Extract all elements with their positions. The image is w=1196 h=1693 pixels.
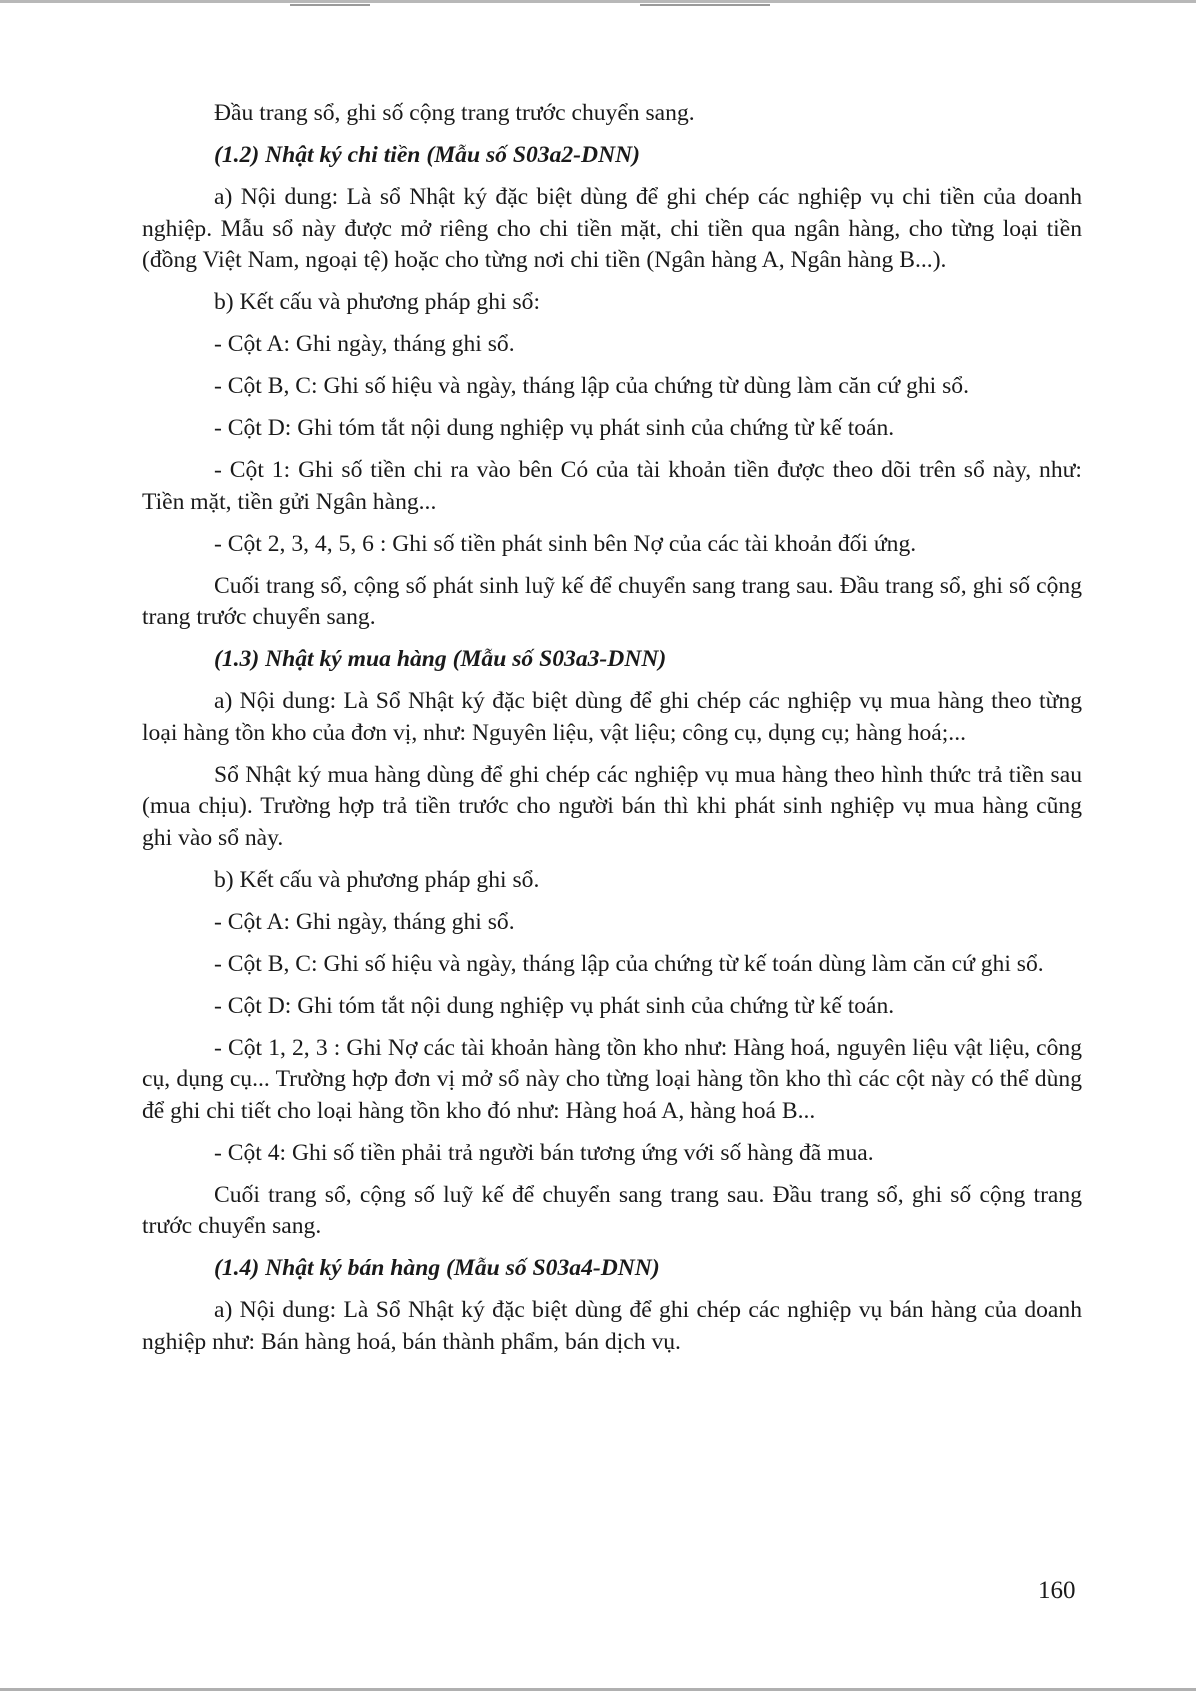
paragraph: a) Nội dung: Là Sổ Nhật ký đặc biệt dùng để ghi chép các nghiệp vụ bán hàng của doanh nghiệp như: Bán hàng hoá, bán thành phẩm, bán dịch vụ. <box>142 1297 1082 1355</box>
paragraph: - Cột A: Ghi ngày, tháng ghi sổ. <box>214 908 515 935</box>
page-number: 160 <box>1038 1577 1076 1604</box>
section-heading: (1.3) Nhật ký mua hàng (Mẫu số S03a3-DNN) <box>214 646 667 672</box>
paragraph: Cuối trang sổ, cộng số luỹ kế để chuyển sang trang sau. Đầu trang sổ, ghi số cộng trang trước chuyển sang. <box>142 1181 1082 1239</box>
paragraph: - Cột D: Ghi tóm tắt nội dung nghiệp vụ phát sinh của chứng từ kế toán. <box>214 992 895 1019</box>
paragraph: a) Nội dung: Là Sổ Nhật ký đặc biệt dùng để ghi chép các nghiệp vụ mua hàng theo từng loại hàng tồn kho của đơn vị, như: Nguyên liệu, vật liệu; công cụ, dụng cụ; hàng hoá;... <box>142 688 1082 746</box>
top-border-line <box>0 0 1196 3</box>
top-border-fragment <box>290 4 370 6</box>
paragraph: Đầu trang sổ, ghi số cộng trang trước chuyển sang. <box>214 100 695 126</box>
paragraph: - Cột B, C: Ghi số hiệu và ngày, tháng lập của chứng từ kế toán dùng làm căn cứ ghi sổ. <box>214 950 1044 977</box>
paragraph: - Cột 1, 2, 3 : Ghi Nợ các tài khoản hàng tồn kho như: Hàng hoá, nguyên liệu vật liệu, công cụ, dụng cụ... Trường hợp đơn vị mở sổ này cho từng loại hàng tồn kho thì các cột này có thể dùng để ghi chi tiết cho loại hàng tồn kho đó như: Hàng hoá A, hàng hoá B... <box>142 1034 1082 1124</box>
paragraph: Cuối trang sổ, cộng số phát sinh luỹ kế để chuyển sang trang sau. Đầu trang sổ, ghi số cộng trang trước chuyển sang. <box>142 572 1082 630</box>
paragraph: - Cột B, C: Ghi số hiệu và ngày, tháng lập của chứng từ dùng làm căn cứ ghi sổ. <box>214 373 969 399</box>
paragraph: Sổ Nhật ký mua hàng dùng để ghi chép các nghiệp vụ mua hàng theo hình thức trả tiền sau (mua chịu). Trường hợp trả tiền trước cho người bán thì khi phát sinh nghiệp vụ mua hàng cũng ghi vào sổ này. <box>142 761 1082 851</box>
paragraph: - Cột 2, 3, 4, 5, 6 : Ghi số tiền phát sinh bên Nợ của các tài khoản đối ứng. <box>214 530 917 557</box>
paragraph: b) Kết cấu và phương pháp ghi sổ. <box>214 866 540 893</box>
paragraph: - Cột 4: Ghi số tiền phải trả người bán tương ứng với số hàng đã mua. <box>214 1139 874 1166</box>
page-body <box>142 98 1082 1358</box>
paragraph: b) Kết cấu và phương pháp ghi sổ: <box>214 289 541 315</box>
paragraph: - Cột A: Ghi ngày, tháng ghi sổ. <box>214 331 515 357</box>
paragraph: a) Nội dung: Là sổ Nhật ký đặc biệt dùng để ghi chép các nghiệp vụ chi tiền của doanh nghiệp. Mẫu sổ này được mở riêng cho chi tiền mặt, chi tiền qua ngân hàng, cho từng loại tiền (đồng Việt Nam, ngoại tệ) hoặc cho từng nơi chi tiền (Ngân hàng A, Ngân hàng B...). <box>142 184 1082 273</box>
bottom-border-line <box>0 1688 1196 1691</box>
section-heading: (1.4) Nhật ký bán hàng (Mẫu số S03a4-DNN) <box>214 1255 660 1281</box>
section-heading: (1.2) Nhật ký chi tiền (Mẫu số S03a2-DNN) <box>214 142 641 168</box>
top-border-fragment <box>640 4 770 6</box>
paragraph: - Cột D: Ghi tóm tắt nội dung nghiệp vụ phát sinh của chứng từ kế toán. <box>214 415 895 441</box>
paragraph: - Cột 1: Ghi số tiền chi ra vào bên Có của tài khoản tiền được theo dõi trên sổ này, như: Tiền mặt, tiền gửi Ngân hàng... <box>142 457 1082 515</box>
